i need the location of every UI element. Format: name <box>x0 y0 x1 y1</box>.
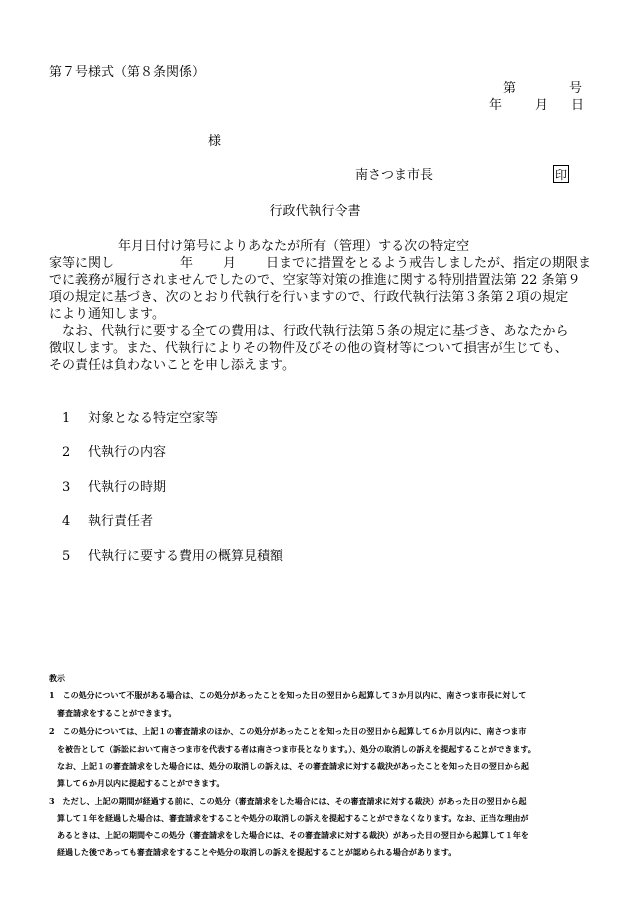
notes-heading: 教示 <box>49 673 65 683</box>
note-line: 算して１年を経過した場合は、審査請求をすることや処分の取消しの訴えを提起することができなくなります。なお、正当な理由が <box>49 813 529 823</box>
document-title: 行政代執行令書 <box>269 204 361 219</box>
note-line: 2 この処分については、上記１の審査請求のほか、この処分があったことを知った日の翌日から起算して６か月以内に、南さつま市 <box>49 726 527 736</box>
note-line: 算して６か月以内に提起することができます。 <box>49 778 225 788</box>
body-line-1-rest: 号によりあなたが所有（管理）する次の特定空 <box>196 239 470 254</box>
item-label: 代執行の内容 <box>88 445 167 460</box>
body-line-2-a: 家等に関し <box>49 256 115 271</box>
seal-box: 印 <box>553 165 569 183</box>
date-year: 年 <box>489 98 503 113</box>
body-line-3: でに義務が履行されませんでしたので、空家等対策の推進に関する特別措置法第 22 条第９ <box>49 273 581 288</box>
list-item <box>62 513 153 531</box>
list-item <box>62 410 218 428</box>
form-number: 第７号様式（第８条関係） <box>49 65 206 80</box>
item-number: 2 <box>62 445 71 460</box>
item-number: 4 <box>62 514 71 529</box>
note-line: 経過した後であっても審査請求をすることや処分の取消しの訴えを提起することが認められる場合があります。 <box>49 847 457 857</box>
body-line-6: なお、代執行に要する全ての費用は、行政代執行法第５条の規定に基づき、あなたから <box>49 324 569 339</box>
number-suffix: 号 <box>569 81 583 96</box>
item-label: 代執行の時期 <box>88 480 167 495</box>
body-line-2-rest: 日までに措置をとるよう戒告しましたが、指定の期限ま <box>266 256 592 271</box>
note-line: 1 この処分について不服がある場合は、この処分があったことを知った日の翌日から起算して３か月以内に、南さつま市長に対して <box>49 690 527 700</box>
note-line: 3 ただし、上記の期間が経過する前に、この処分（審査請求をした場合には、その審査請求に対する裁決）があった日の翌日から起 <box>49 796 527 806</box>
list-item <box>62 479 166 497</box>
body-month: 月 <box>131 239 145 254</box>
body-year: 年 <box>118 239 132 254</box>
item-number: 3 <box>62 480 71 495</box>
body-date-label: 日付け <box>144 239 184 254</box>
date-day: 日 <box>571 98 585 113</box>
date-month: 月 <box>535 98 549 113</box>
item-number: 1 <box>62 411 71 426</box>
note-line: なお、上記１の審査請求をした場合には、処分の取消しの訴えは、その審査請求に対する裁決があったことを知った日の翌日から起 <box>49 761 529 771</box>
body-line-7: 徴収します。また、代執行によりその物件及びその他の資材等について損害が生じても、 <box>49 341 568 356</box>
body-line-4: 項の規定に基づき、次のとおり代執行を行いますので、行政代執行法第３条第２項の規定 <box>49 290 569 305</box>
note-line: を被告として（訴訟において南さつま市を代表する者は南さつま市長となります。）、処分の取消しの訴えを提起することができます。 <box>49 744 536 754</box>
body-line-2 <box>49 255 591 273</box>
item-label: 代執行に要する費用の概算見積額 <box>88 549 284 564</box>
item-number: 5 <box>62 549 71 564</box>
note-line: 審査請求をすることができます。 <box>49 708 177 718</box>
body-line-8: その責任は負わないことを申し添えます。 <box>49 358 295 373</box>
list-item <box>62 444 166 462</box>
addressee-honorific: 様 <box>208 134 222 149</box>
item-label: 対象となる特定空家等 <box>88 411 219 426</box>
note-line: あるときは、上記の期間やこの処分（審査請求をした場合には、その審査請求に対する裁決）があった日の翌日から起算して１年を <box>49 830 529 840</box>
number-prefix: 第 <box>503 81 517 96</box>
list-item <box>62 548 283 566</box>
body-line-5: により通知します。 <box>49 307 165 322</box>
body-line-1 <box>118 238 469 256</box>
item-label: 執行責任者 <box>88 514 154 529</box>
body-year-2: 年 <box>180 256 194 271</box>
body-no-label: 第 <box>183 239 197 254</box>
issuer-name: 南さつま市長 <box>355 168 434 183</box>
body-month-2: 月 <box>223 256 237 271</box>
